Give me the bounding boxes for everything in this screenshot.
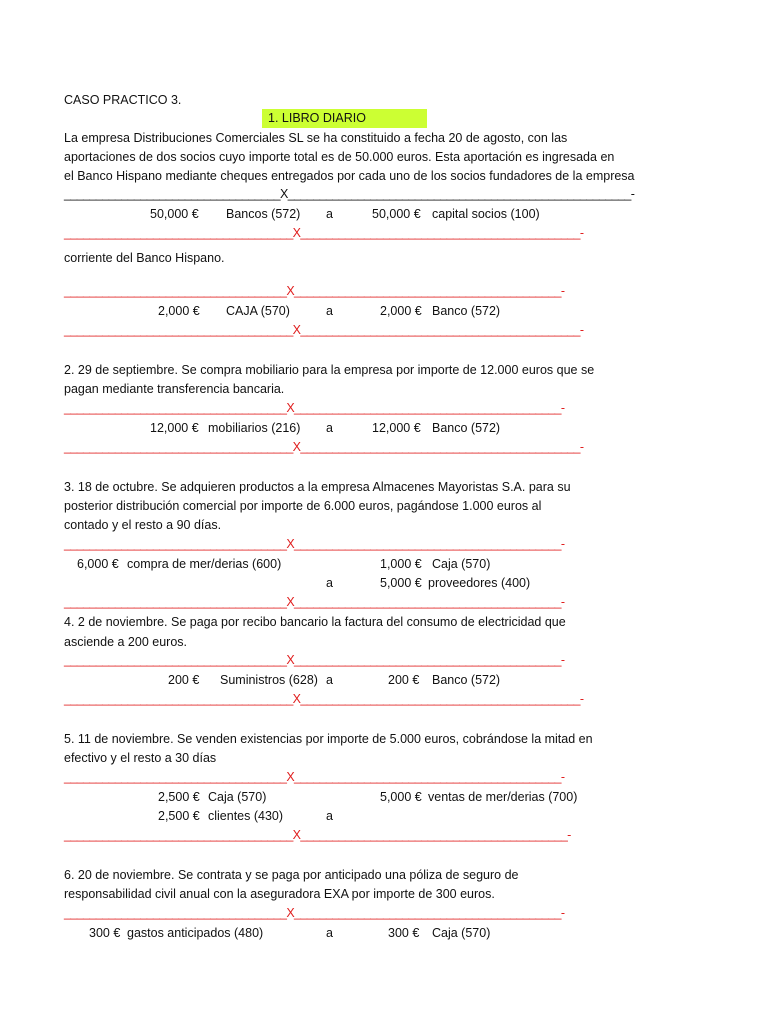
entry-debit-amount: 50,000 € [150, 207, 199, 221]
entry-credit-amount: 300 € [388, 926, 420, 940]
entry-a: a [326, 576, 333, 590]
entry-credit-account: Caja (570) [432, 557, 491, 571]
entry-debit-account: mobiliarios (216) [208, 421, 301, 435]
entry-debit-account: Suministros (628) [220, 673, 318, 687]
entry-credit-amount: 50,000 € [372, 207, 421, 221]
question-line: pagan mediante transferencia bancaria. [64, 382, 285, 396]
entry-debit-account: clientes (430) [208, 809, 284, 823]
entry-credit-account: ventas de mer/derias (700) [428, 790, 578, 804]
intro-line: corriente del Banco Hispano. [64, 251, 225, 265]
entry-separator: __________________________________X______________________________________________________- [64, 187, 635, 201]
entry-debit-amount: 2,000 € [158, 304, 200, 318]
entry-separator: ___________________________________X__________________________________________- [64, 537, 565, 551]
entry-separator: ____________________________________X__________________________________________- [64, 828, 571, 842]
entry-a: a [326, 421, 333, 435]
entry-a: a [326, 673, 333, 687]
intro-line: La empresa Distribuciones Comerciales SL se ha constituido a fecha 20 de agosto, con las [64, 131, 568, 145]
entry-credit-amount: 5,000 € [380, 790, 422, 804]
question-line: 3. 18 de octubre. Se adquieren productos a la empresa Almacenes Mayoristas S.A. para su [64, 480, 571, 494]
entry-credit-account: Banco (572) [432, 421, 501, 435]
question-line: efectivo y el resto a 30 días [64, 751, 217, 765]
section-heading: 1. LIBRO DIARIO [268, 111, 366, 125]
entry-credit-amount: 5,000 € [380, 576, 422, 590]
entry-credit-account: capital socios (100) [432, 207, 540, 221]
question-line: responsabilidad civil anual con la aseguradora EXA por importe de 300 euros. [64, 887, 495, 901]
entry-debit-amount: 2,500 € [158, 790, 200, 804]
entry-debit-amount: 200 € [168, 673, 200, 687]
entry-credit-account: Banco (572) [432, 304, 501, 318]
entry-separator: ____________________________________X____________________________________________- [64, 440, 584, 454]
entry-separator: ___________________________________X__________________________________________- [64, 906, 565, 920]
entry-a: a [326, 809, 333, 823]
question-line: 2. 29 de septiembre. Se compra mobiliario para la empresa por importe de 12.000 euros que se [64, 363, 595, 377]
entry-debit-account: Bancos (572) [226, 207, 301, 221]
question-line: contado y el resto a 90 días. [64, 518, 222, 532]
entry-credit-account: Caja (570) [432, 926, 491, 940]
question-line: 6. 20 de noviembre. Se contrata y se paga por anticipado una póliza de seguro de [64, 868, 519, 882]
section-heading-highlight [262, 109, 427, 128]
entry-a: a [326, 304, 333, 318]
entry-separator: ___________________________________X__________________________________________- [64, 595, 565, 609]
entry-credit-amount: 1,000 € [380, 557, 422, 571]
question-line: posterior distribución comercial por importe de 6.000 euros, pagándose 1.000 euros al [64, 499, 542, 513]
entry-separator: ____________________________________X____________________________________________- [64, 226, 584, 240]
entry-credit-account: proveedores (400) [428, 576, 531, 590]
entry-separator: ___________________________________X__________________________________________- [64, 653, 565, 667]
entry-debit-amount: 300 € [89, 926, 121, 940]
entry-debit-account: CAJA (570) [226, 304, 290, 318]
entry-separator: ____________________________________X____________________________________________- [64, 692, 584, 706]
entry-separator: ___________________________________X__________________________________________- [64, 770, 565, 784]
entry-debit-amount: 2,500 € [158, 809, 200, 823]
question-line: asciende a 200 euros. [64, 635, 188, 649]
entry-a: a [326, 926, 333, 940]
entry-credit-amount: 12,000 € [372, 421, 421, 435]
document-title: CASO PRACTICO 3. [64, 93, 182, 107]
intro-line: el Banco Hispano mediante cheques entregados por cada uno de los socios fundadores de la empresa [64, 169, 635, 183]
question-line: 5. 11 de noviembre. Se venden existencias por importe de 5.000 euros, cobrándose la mitad en [64, 732, 593, 746]
entry-separator: ___________________________________X__________________________________________- [64, 284, 565, 298]
entry-separator: ____________________________________X____________________________________________- [64, 323, 584, 337]
entry-debit-account: gastos anticipados (480) [127, 926, 264, 940]
question-line: 4. 2 de noviembre. Se paga por recibo bancario la factura del consumo de electricidad que [64, 615, 566, 629]
entry-debit-amount: 6,000 € [77, 557, 119, 571]
intro-line: aportaciones de dos socios cuyo importe total es de 50.000 euros. Esta aportación es ingresada en [64, 150, 615, 164]
entry-debit-account: Caja (570) [208, 790, 267, 804]
entry-credit-amount: 200 € [388, 673, 420, 687]
entry-debit-amount: 12,000 € [150, 421, 199, 435]
entry-credit-amount: 2,000 € [380, 304, 422, 318]
entry-a: a [326, 207, 333, 221]
entry-credit-account: Banco (572) [432, 673, 501, 687]
entry-separator: ___________________________________X__________________________________________- [64, 401, 565, 415]
entry-debit-account: compra de mer/derias (600) [127, 557, 282, 571]
